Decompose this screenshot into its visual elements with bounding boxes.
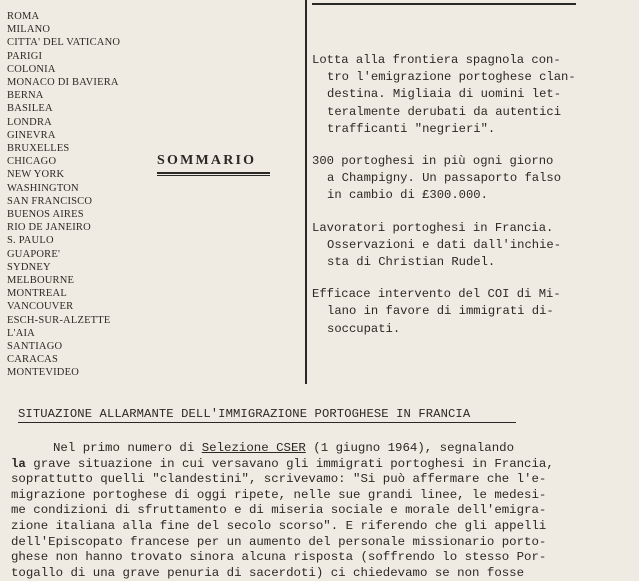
city-item: ROMA	[7, 11, 40, 22]
body-line: togallo di una grave penuria di sacerdoti) ci chiedevamo se non fosse	[11, 565, 525, 580]
city-item: LONDRA	[7, 116, 52, 128]
city-item: VANCOUVER	[7, 301, 74, 313]
publication-name: Selezione CSER	[201, 441, 306, 455]
summary-item-continuation: Osservazioni e dati dall'inchie- sta di Christian Rudel.	[327, 237, 562, 270]
summary-item-continuation: lano in favore di immigrati di- soccupati.	[327, 304, 554, 336]
city-item: CARACAS	[7, 354, 58, 366]
city-item: BERNA	[7, 90, 44, 102]
summary-item-first-line: 300 portoghesi in più ogni giorno	[312, 154, 554, 169]
summary-item-first-line: Efficace intervento del COI di Mi-	[312, 287, 561, 302]
city-item: BUENOS AIRES	[7, 209, 84, 221]
column-divider	[305, 0, 307, 384]
city-item: GUAPORE'	[7, 248, 61, 260]
city-item: MONTEVIDEO	[7, 367, 79, 379]
sommario-underline-thin	[157, 175, 270, 176]
body-line: soprattutto quelli "clandestini", scrivevamo: "Si può affermare che l'e-	[11, 472, 547, 487]
body-line-2-lead: la	[11, 456, 26, 471]
article-body	[11, 441, 613, 581]
city-item: MELBOURNE	[7, 275, 75, 287]
city-item: WASHINGTON	[7, 182, 79, 194]
article-title-underline	[18, 422, 516, 423]
summary-item	[312, 52, 592, 138]
body-line: ghese non hanno trovato sinora alcuna risposta (soffrendo lo stesso Por-	[11, 550, 547, 565]
city-item: GINEVRA	[7, 129, 56, 141]
body-line-2: grave situazione in cui versavano gli immigrati portoghesi in Francia,	[25, 456, 554, 471]
city-list	[7, 10, 120, 380]
city-item: RIO DE JANEIRO	[7, 222, 91, 234]
body-line: me condizioni di sfruttamento e di miseria sociale e morale dell'emigra-	[11, 503, 547, 518]
body-line: dell'Episcopato francese per un aumento del personale missionario porto-	[11, 534, 547, 549]
sommario-underline	[157, 172, 270, 174]
city-item: MONACO DI BAVIERA	[7, 77, 119, 89]
city-item: SYDNEY	[7, 261, 51, 273]
body-line: zione italiana alla fine del secolo scorso". E riferendo che gli appelli	[11, 518, 547, 533]
summary-item	[312, 153, 592, 205]
city-item: PARIGI	[7, 50, 43, 62]
city-item: CITTA' DEL VATICANO	[7, 37, 121, 49]
summary-item-first-line: Lavoratori portoghesi in Francia.	[312, 220, 554, 235]
city-item: NEW YORK	[7, 169, 65, 181]
city-item: BASILEA	[7, 103, 53, 115]
city-item: COLONIA	[7, 63, 56, 75]
city-item: SANTIAGO	[7, 341, 63, 353]
city-item: L'AIA	[7, 327, 35, 339]
top-rule	[312, 3, 576, 5]
summary-list	[312, 52, 592, 338]
city-item: S. PAULO	[7, 235, 54, 247]
body-line: migrazione portoghese di oggi ripete, nelle sue grandi linee, le medesi-	[11, 487, 547, 502]
city-item: MONTREAL	[7, 288, 67, 300]
summary-item-continuation: tro l'emigrazione portoghese clan- destina. Migliaia di uomini let- teralmente derubati da autentici trafficanti "negrieri".	[327, 70, 576, 136]
city-item: BRUXELLES	[7, 143, 70, 155]
summary-item	[312, 220, 592, 272]
city-item: MILANO	[7, 24, 51, 36]
summary-item	[312, 286, 592, 338]
summary-item-continuation: a Champigny. Un passaporto falso in cambio di £300.000.	[327, 171, 562, 203]
city-item: ESCH-SUR-ALZETTE	[7, 314, 111, 326]
city-item: CHICAGO	[7, 156, 57, 168]
body-line-1-end: (1 giugno 1964), segnalando	[305, 441, 515, 455]
body-line-1-start: Nel primo numero di	[53, 441, 202, 455]
article-title: SITUAZIONE ALLARMANTE DELL'IMMIGRAZIONE PORTOGHESE IN FRANCIA	[18, 407, 471, 421]
sommario-heading: SOMMARIO	[157, 153, 257, 168]
summary-item-first-line: Lotta alla frontiera spagnola con-	[312, 53, 561, 67]
city-item: SAN FRANCISCO	[7, 195, 93, 207]
